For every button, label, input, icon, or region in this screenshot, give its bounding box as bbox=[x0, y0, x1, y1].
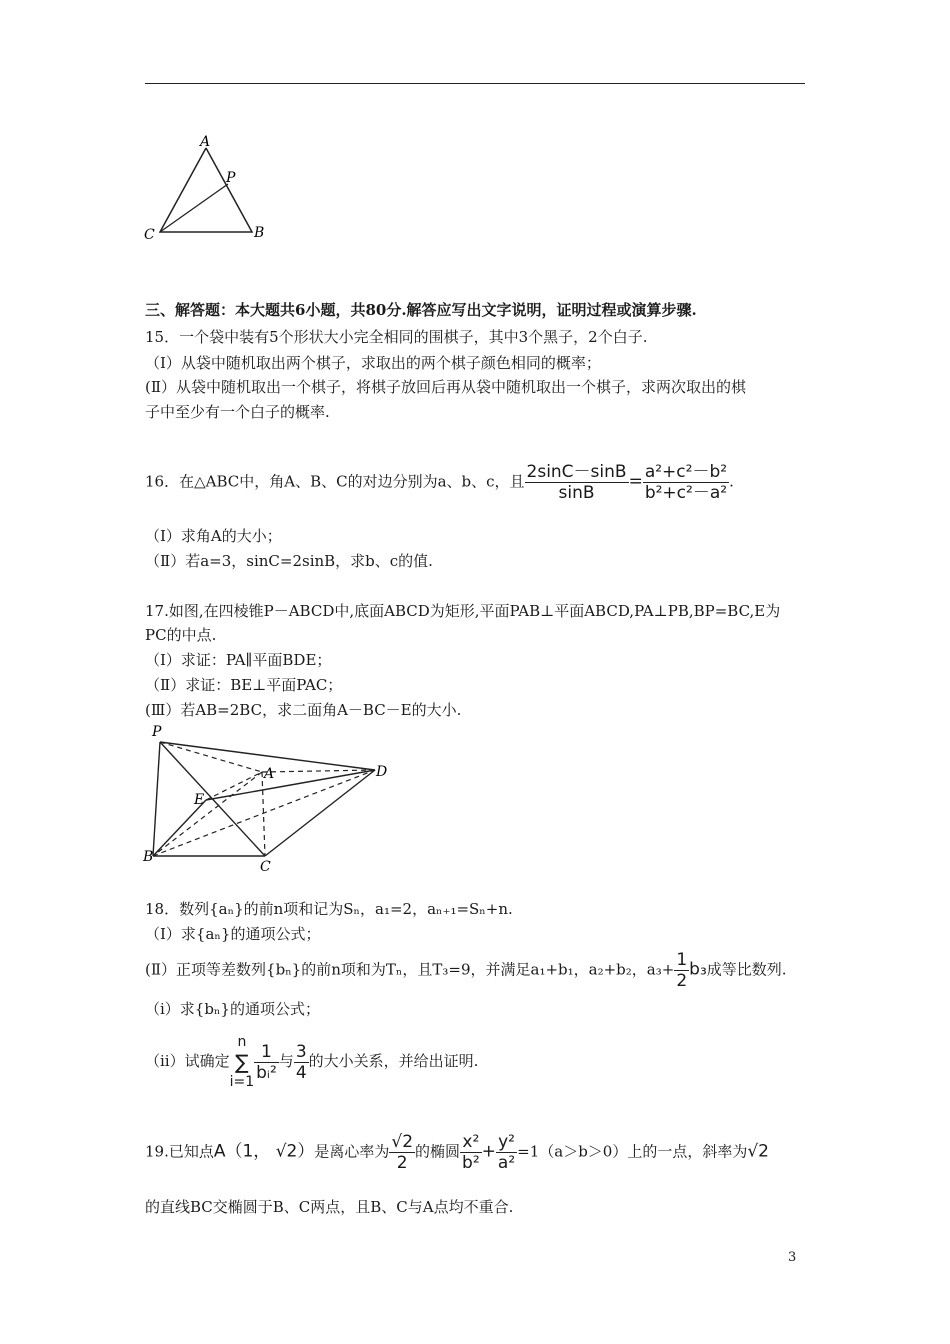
q19-y-den: a² bbox=[497, 1153, 516, 1173]
q18-sum-bottom: i=1 bbox=[229, 1074, 255, 1090]
q18-pii-suffix: 的大小关系，并给出证明. bbox=[308, 1052, 479, 1070]
label-a: A bbox=[264, 766, 275, 782]
q17-stem-a: 17.如图,在四棱锥P－ABCD中,底面ABCD为矩形,平面PAB⊥平面ABCD,PA⊥PB,BP=BC,E为 bbox=[145, 602, 781, 620]
triangle-figure bbox=[138, 130, 278, 245]
label-a: A bbox=[200, 134, 211, 150]
q19-x-fraction bbox=[460, 1132, 482, 1173]
q18-tq-num: 3 bbox=[295, 1041, 307, 1062]
q15-stem: 15．一个袋中装有5个形状大小完全相同的围棋子，其中3个黑子，2个白子. bbox=[145, 328, 648, 346]
label-p: P bbox=[226, 170, 236, 186]
label-e: E bbox=[194, 792, 205, 808]
q18-part2 bbox=[145, 950, 787, 991]
label-c: C bbox=[144, 227, 155, 243]
label-c: C bbox=[260, 859, 271, 875]
q18-half-den: 2 bbox=[676, 971, 688, 991]
label-b: B bbox=[254, 225, 265, 241]
q19-stem bbox=[145, 1132, 769, 1173]
label-b: B bbox=[143, 849, 154, 865]
edge-pb bbox=[153, 742, 160, 856]
q18-pii-prefix: （ⅱ）试确定 bbox=[145, 1052, 230, 1070]
q16-stem bbox=[145, 462, 734, 503]
q19-point: A（1， √2） bbox=[213, 1141, 315, 1162]
q18-half-fraction bbox=[674, 950, 689, 991]
q17-part2: （Ⅱ）求证：BE⊥平面PAC； bbox=[145, 676, 343, 694]
label-p: P bbox=[152, 724, 162, 740]
triangle-outline bbox=[160, 148, 252, 232]
q18-sum-symbol: ∑ bbox=[235, 1050, 249, 1074]
q16-stem-prefix: 16．在△ABC中，角A、B、C的对边分别为a、b、c，且 bbox=[145, 472, 525, 491]
q16-frac1-den: sinB bbox=[558, 483, 595, 503]
pyramid-figure bbox=[140, 720, 400, 875]
q18-part-ii bbox=[145, 1032, 478, 1092]
q16-fraction-left bbox=[525, 462, 629, 503]
q18-sum-frac-num: 1 bbox=[254, 1042, 279, 1063]
edge-pa bbox=[160, 742, 262, 772]
q16-frac1-num: 2sinC－sinB bbox=[526, 462, 627, 482]
q19-plus: + bbox=[481, 1141, 496, 1162]
q18-p2-prefix: (Ⅱ）正项等差数列{bₙ}的前n项和为Tₙ，且T₃=9，并满足a₁+b₁，a₂+b₂，a₃+ bbox=[145, 960, 675, 979]
label-d: D bbox=[376, 764, 388, 780]
edge-cd bbox=[265, 770, 375, 856]
q15-part2a: (Ⅱ）从袋中随机取出一个棋子，将棋子放回后再从袋中随机取出一个棋子，求两次取出的棋 bbox=[145, 378, 747, 396]
q18-sum bbox=[230, 1032, 255, 1092]
q18-p2-suffix: 成等比数列. bbox=[706, 960, 787, 979]
q16-frac2-den: b²+c²－a² bbox=[644, 483, 728, 503]
q18-part-i: （ⅰ）求{bₙ}的通项公式； bbox=[145, 1000, 320, 1018]
q17-part3: (Ⅲ）若AB=2BC，求二面角A－BC－E的大小. bbox=[145, 701, 462, 719]
q18-sum-frac-den: bᵢ² bbox=[256, 1062, 277, 1083]
header-rule bbox=[145, 83, 805, 84]
q18-tq-den: 4 bbox=[295, 1062, 307, 1083]
q16-end: . bbox=[729, 472, 734, 491]
edge-ad bbox=[262, 770, 375, 772]
q19-x-num: x² bbox=[460, 1132, 482, 1153]
q18-part1: （Ⅰ）求{aₙ}的通项公式； bbox=[145, 925, 321, 943]
q19-mid2: 的椭圆 bbox=[415, 1142, 461, 1161]
edge-ea bbox=[206, 772, 262, 800]
q15-part1: （Ⅰ）从袋中随机取出两个棋子，求取出的两个棋子颜色相同的概率； bbox=[145, 354, 601, 372]
q19-slope: √2 bbox=[747, 1141, 769, 1162]
q19-y-num: y² bbox=[496, 1132, 517, 1153]
page-number: 3 bbox=[788, 1250, 797, 1265]
q19-mid1: 是离心率为 bbox=[314, 1142, 390, 1161]
q18-three-quarters bbox=[294, 1042, 309, 1083]
q18-b3: b₃ bbox=[689, 959, 707, 980]
q19-y-fraction bbox=[496, 1132, 517, 1173]
q18-half-num: 1 bbox=[676, 950, 688, 970]
q16-frac2-num: a²+c²－b² bbox=[644, 462, 728, 482]
q18-sum-fraction bbox=[254, 1042, 279, 1083]
q15-part2b: 子中至少有一个白子的概率. bbox=[145, 403, 330, 421]
q16-part2: （Ⅱ）若a=3，sinC=2sinB，求b、c的值. bbox=[145, 552, 433, 570]
q19-e-num: √2 bbox=[391, 1132, 414, 1152]
q17-part1: （Ⅰ）求证：PA∥平面BDE； bbox=[145, 651, 332, 669]
q18-sum-top: n bbox=[237, 1034, 247, 1050]
edge-ab bbox=[153, 772, 262, 856]
q19-prefix: 19.已知点 bbox=[145, 1142, 214, 1161]
q18-pii-mid: 与 bbox=[278, 1052, 294, 1070]
segment-cp bbox=[160, 184, 228, 232]
q19-cond: =1（a＞b＞0）上的一点，斜率为 bbox=[517, 1142, 748, 1161]
q19-line2: 的直线BC交椭圆于B、C两点，且B、C与A点均不重合. bbox=[145, 1198, 514, 1216]
q16-fraction-right bbox=[643, 462, 729, 503]
q17-stem-b: PC的中点. bbox=[145, 626, 217, 644]
edge-be bbox=[153, 800, 206, 856]
q19-eccentricity bbox=[389, 1132, 415, 1173]
q18-stem: 18．数列{aₙ}的前n项和记为Sₙ，a₁=2，aₙ₊₁=Sₙ+n. bbox=[145, 900, 513, 918]
edge-bd bbox=[153, 770, 375, 856]
q19-x-den: b² bbox=[462, 1153, 480, 1173]
q16-eq: = bbox=[628, 471, 643, 492]
q16-part1: （Ⅰ）求角A的大小； bbox=[145, 527, 282, 545]
q19-e-den: 2 bbox=[396, 1153, 408, 1173]
section3-heading: 三、解答题：本大题共6小题，共80分.解答应写出文字说明，证明过程或演算步骤. bbox=[145, 301, 697, 319]
